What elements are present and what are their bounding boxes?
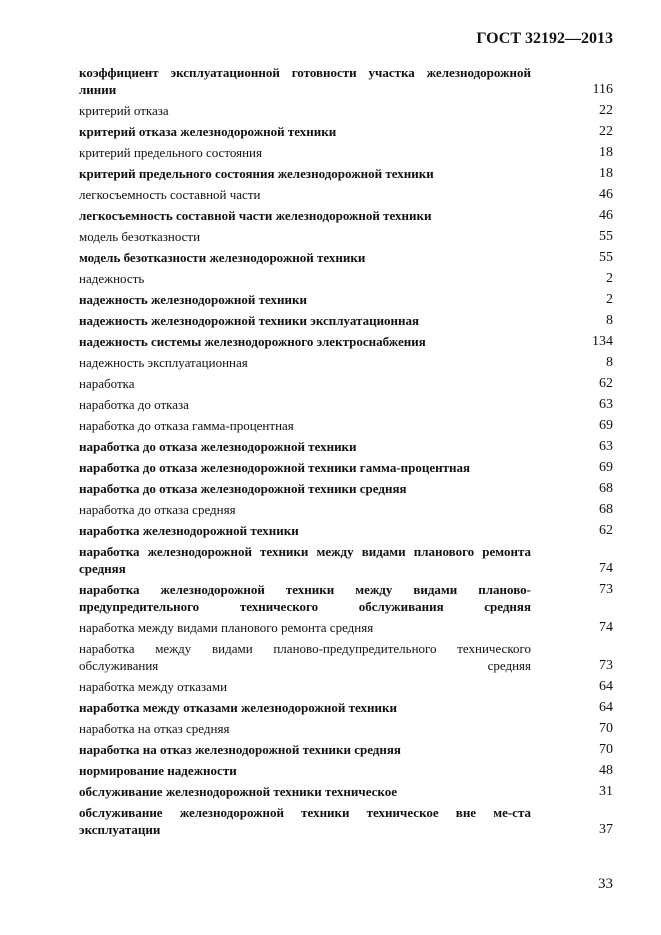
index-page-ref: 74 [599,620,613,635]
index-entry [79,396,613,413]
index-page-ref: 63 [599,397,613,412]
index-term: надежность [79,271,145,286]
index-page-ref: 70 [599,742,613,757]
index-page-ref: 37 [599,822,613,837]
index-entry [79,123,613,140]
index-entry [79,640,613,674]
index-page-ref: 55 [599,250,613,265]
index-page-ref: 55 [599,229,613,244]
index-entry [79,291,613,308]
index-term: легкосъемность составной части [79,187,261,202]
index-page-ref: 64 [599,700,613,715]
index-entry [79,619,613,636]
index-entry [79,102,613,119]
index-page-ref: 2 [606,271,613,286]
index-entry [79,144,613,161]
index-page-ref: 2 [606,292,613,307]
index-term: наработка до отказа железнодорожной техники гамма-процентная [79,460,471,475]
index-entry [79,207,613,224]
index-entry [79,522,613,539]
index-term: надежность железнодорожной техники [79,292,307,307]
page-number: 33 [598,876,613,892]
index-page-ref: 46 [599,208,613,223]
index-page-ref: 73 [599,582,613,597]
index-entry [79,762,613,779]
index-page-ref: 62 [599,376,613,391]
index-page-ref: 70 [599,721,613,736]
index-page-ref: 68 [599,481,613,496]
index-page-ref: 116 [592,82,613,97]
index-entry [79,438,613,455]
index-page-ref: 18 [599,166,613,181]
index-page-ref: 74 [599,561,613,576]
index-entry [79,312,613,329]
index-entry [79,783,613,800]
index-entry [79,581,613,615]
index-entry [79,678,613,695]
index-page-ref: 69 [599,460,613,475]
index-term: наработка до отказа железнодорожной техники [79,439,357,454]
index-term: модель безотказности железнодорожной техники [79,250,366,265]
index-entry [79,375,613,392]
index-entry [79,270,613,287]
term-index [79,64,613,842]
index-term: наработка между отказами железнодорожной техники [79,700,397,715]
index-page-ref: 22 [599,103,613,118]
index-term: обслуживание железнодорожной техники техническое вне ме-ста эксплуатации [79,805,531,837]
index-page-ref: 63 [599,439,613,454]
index-term: критерий предельного состояния железнодорожной техники [79,166,434,181]
index-page-ref: 69 [599,418,613,433]
index-term: надежность железнодорожной техники эксплуатационная [79,313,420,328]
index-term: наработка между видами планово-предупредительного технического обслуживания средняя [79,641,531,673]
index-entry [79,543,613,577]
index-term: надежность системы железнодорожного электроснабжения [79,334,426,349]
index-page-ref: 22 [599,124,613,139]
index-entry [79,228,613,245]
index-term: надежность эксплуатационная [79,355,248,370]
index-term: нормирование надежности [79,763,237,778]
index-term: критерий предельного состояния [79,145,262,160]
index-term: наработка между отказами [79,679,228,694]
index-page-ref: 134 [592,334,613,349]
index-term: критерий отказа [79,103,169,118]
document-header: ГОСТ 32192—2013 [476,30,613,47]
index-entry [79,501,613,518]
index-term: наработка между видами планового ремонта средняя [79,620,374,635]
index-term: коэффициент эксплуатационной готовности участка железнодорожной линии [79,65,531,97]
index-page-ref: 8 [606,313,613,328]
index-page-ref: 18 [599,145,613,160]
index-term: наработка до отказа средняя [79,502,236,517]
index-page-ref: 64 [599,679,613,694]
index-entry [79,354,613,371]
index-term: наработка [79,376,135,391]
index-term: наработка до отказа железнодорожной техники средняя [79,481,407,496]
index-entry [79,720,613,737]
index-page-ref: 8 [606,355,613,370]
index-entry [79,249,613,266]
index-page-ref: 62 [599,523,613,538]
index-term: наработка на отказ средняя [79,721,230,736]
index-page-ref: 46 [599,187,613,202]
index-term: наработка до отказа [79,397,189,412]
index-page-ref: 31 [599,784,613,799]
index-page-ref: 68 [599,502,613,517]
index-page-ref: 73 [599,658,613,673]
index-entry [79,741,613,758]
index-term: критерий отказа железнодорожной техники [79,124,337,139]
index-entry [79,165,613,182]
index-entry [79,333,613,350]
index-term: наработка железнодорожной техники между видами планового ремонта средняя [79,544,531,576]
index-term: наработка железнодорожной техники между видами планово-предупредительного технического обслуживания средняя [79,582,531,614]
index-page-ref: 48 [599,763,613,778]
index-term: наработка железнодорожной техники [79,523,299,538]
index-entry [79,480,613,497]
index-term: наработка на отказ железнодорожной техники средняя [79,742,401,757]
index-entry [79,699,613,716]
index-entry [79,804,613,838]
index-term: модель безотказности [79,229,201,244]
index-entry [79,64,613,98]
index-term: легкосъемность составной части железнодорожной техники [79,208,432,223]
index-entry [79,186,613,203]
index-term: наработка до отказа гамма-процентная [79,418,294,433]
index-entry [79,459,613,476]
index-term: обслуживание железнодорожной техники техническое [79,784,397,799]
index-entry [79,417,613,434]
